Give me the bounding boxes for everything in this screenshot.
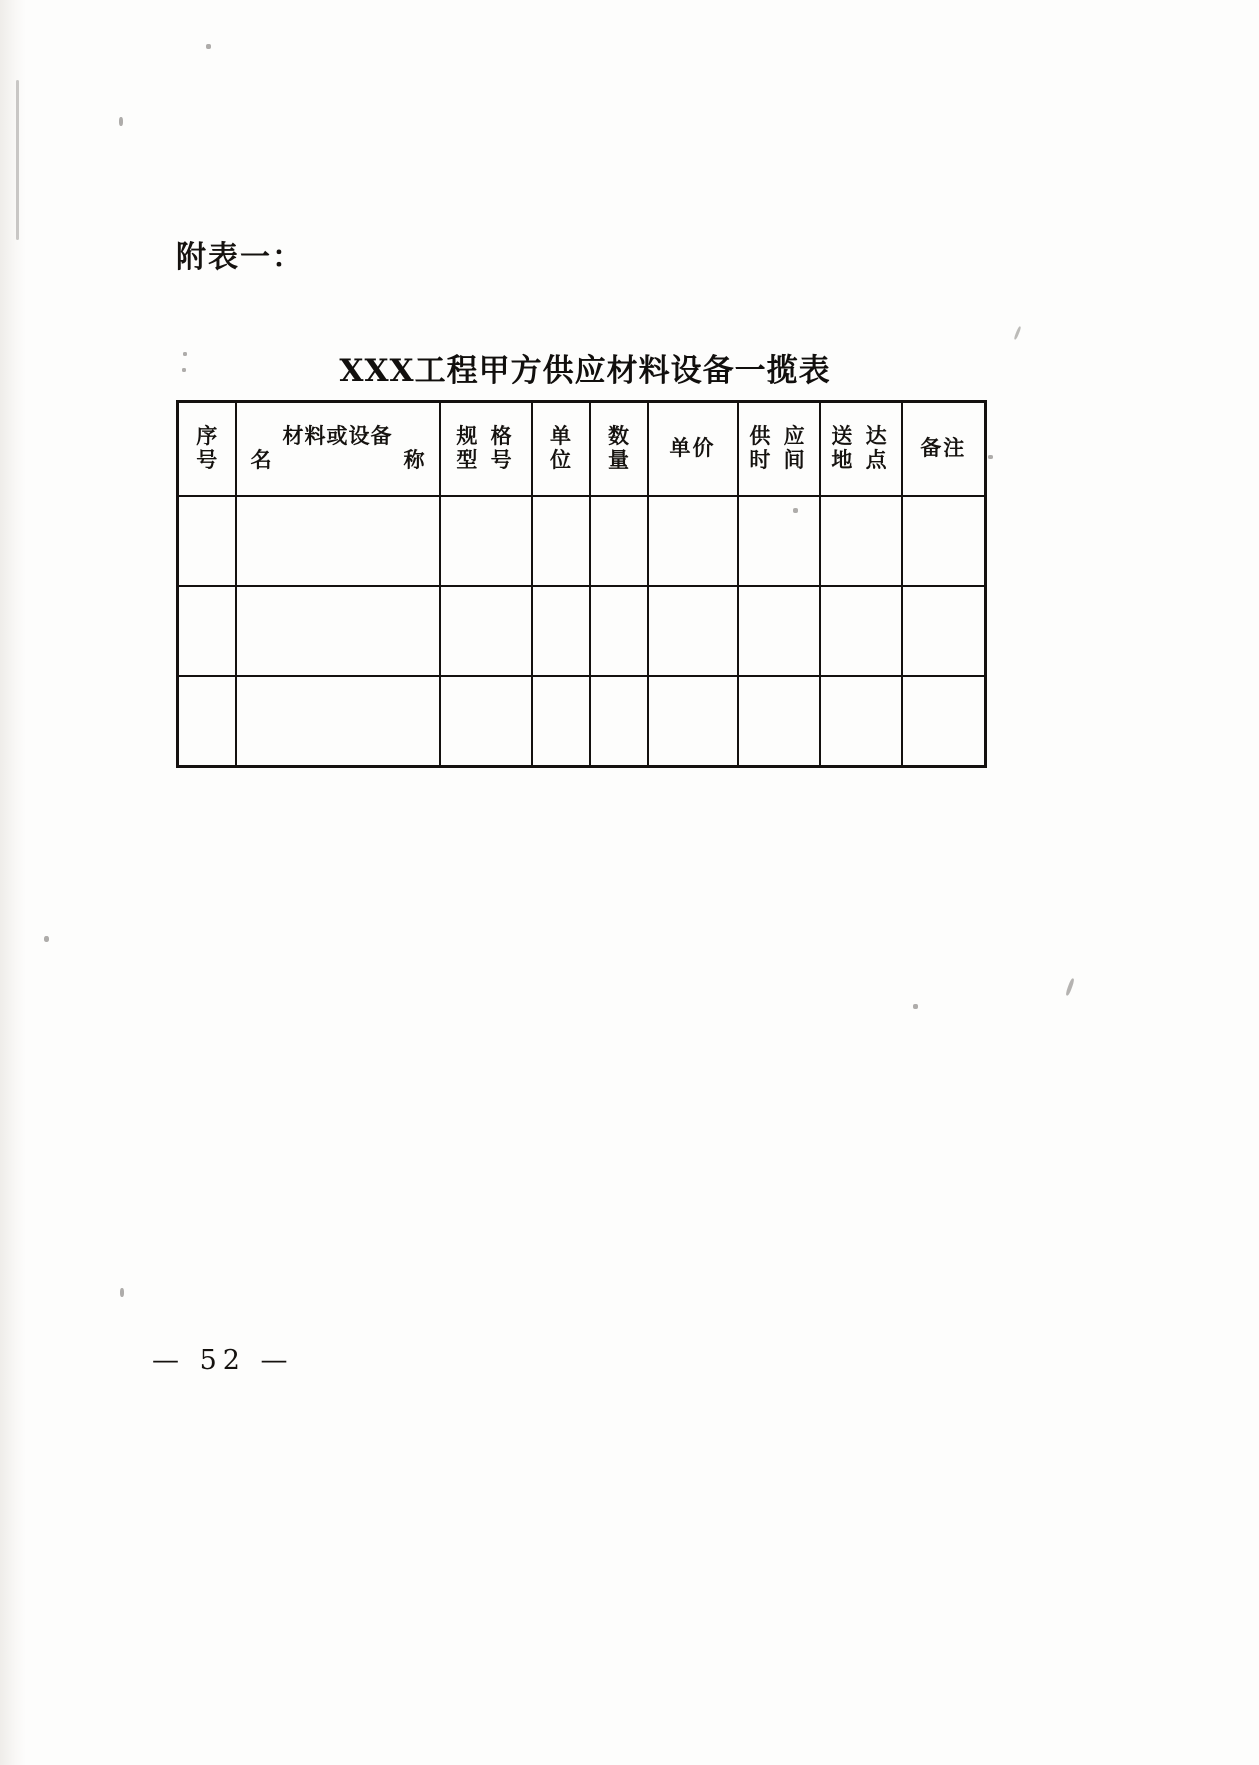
- column-header-quantity-line2: 量: [608, 448, 629, 472]
- column-header-supply-time: [738, 402, 820, 497]
- column-header-spec-line1: 规 格: [456, 424, 515, 449]
- scan-speckle: [120, 1288, 124, 1297]
- table-cell-supply-time[interactable]: [738, 496, 820, 586]
- supply-table-container: [176, 400, 984, 768]
- table-cell-supply-time[interactable]: [738, 676, 820, 767]
- scan-edge-shading: [0, 0, 26, 1765]
- column-header-name-right: 称: [403, 448, 425, 472]
- table-cell-price[interactable]: [648, 586, 738, 676]
- column-header-name: [236, 402, 440, 497]
- table-cell-quantity[interactable]: [590, 496, 648, 586]
- table-cell-remark[interactable]: [902, 586, 986, 676]
- page-title-main: 工程甲方供应材料设备一揽表: [414, 353, 831, 389]
- table-cell-seq[interactable]: [178, 676, 236, 767]
- page-number: — 52 —: [152, 1345, 294, 1376]
- column-header-seq-line1: 序: [196, 424, 218, 449]
- scan-speckle: [1013, 326, 1021, 340]
- table-row: [178, 586, 986, 676]
- scan-speckle: [16, 80, 19, 240]
- column-header-location-line2: 地 点: [831, 448, 890, 472]
- table-cell-unit[interactable]: [532, 496, 590, 586]
- column-header-name-line1: 材料或设备: [282, 424, 393, 449]
- column-header-spec-line2: 型 号: [456, 448, 515, 472]
- column-header-remark: [902, 402, 986, 497]
- table-cell-name[interactable]: [236, 676, 440, 767]
- table-cell-remark[interactable]: [902, 496, 986, 586]
- scan-speckle: [206, 44, 211, 49]
- page-title: [180, 345, 990, 390]
- column-header-location-line1: 送 达: [831, 424, 890, 449]
- table-cell-seq[interactable]: [178, 586, 236, 676]
- column-header-seq: [178, 402, 236, 497]
- column-header-quantity-line1: 数: [608, 424, 629, 449]
- table-cell-quantity[interactable]: [590, 676, 648, 767]
- scan-speckle: [988, 455, 993, 459]
- column-header-remark-text: 备注: [920, 436, 967, 461]
- table-cell-seq[interactable]: [178, 496, 236, 586]
- table-cell-unit[interactable]: [532, 676, 590, 767]
- column-header-price-text: 单价: [669, 436, 716, 461]
- scan-speckle: [44, 936, 49, 942]
- table-cell-spec[interactable]: [440, 676, 532, 767]
- column-header-seq-line2: 号: [196, 448, 218, 472]
- scan-speckle: [1065, 978, 1075, 996]
- supply-table: [176, 400, 987, 768]
- table-header-row: [178, 402, 986, 497]
- column-header-quantity: [590, 402, 648, 497]
- table-cell-unit[interactable]: [532, 586, 590, 676]
- table-cell-price[interactable]: [648, 676, 738, 767]
- table-row: [178, 676, 986, 767]
- table-cell-location[interactable]: [820, 586, 902, 676]
- column-header-supply-time-line1: 供 应: [749, 424, 808, 449]
- column-header-location: [820, 402, 902, 497]
- table-cell-location[interactable]: [820, 676, 902, 767]
- table-cell-name[interactable]: [236, 586, 440, 676]
- table-row: [178, 496, 986, 586]
- column-header-price: [648, 402, 738, 497]
- column-header-supply-time-line2: 时 间: [749, 448, 808, 472]
- page-title-prefix: XXX: [339, 353, 415, 389]
- scan-speckle: [119, 117, 123, 126]
- column-header-unit: [532, 402, 590, 497]
- scan-speckle: [913, 1004, 918, 1009]
- column-header-spec: [440, 402, 532, 497]
- table-cell-spec[interactable]: [440, 496, 532, 586]
- table-cell-supply-time[interactable]: [738, 586, 820, 676]
- column-header-name-left: 名: [250, 448, 272, 472]
- table-cell-name[interactable]: [236, 496, 440, 586]
- column-header-unit-line2: 位: [550, 448, 571, 472]
- table-cell-remark[interactable]: [902, 676, 986, 767]
- table-cell-location[interactable]: [820, 496, 902, 586]
- table-body: [178, 496, 986, 767]
- table-cell-price[interactable]: [648, 496, 738, 586]
- table-cell-quantity[interactable]: [590, 586, 648, 676]
- column-header-unit-line1: 单: [550, 424, 571, 449]
- attachment-label: 附表一：: [176, 240, 304, 275]
- table-cell-spec[interactable]: [440, 586, 532, 676]
